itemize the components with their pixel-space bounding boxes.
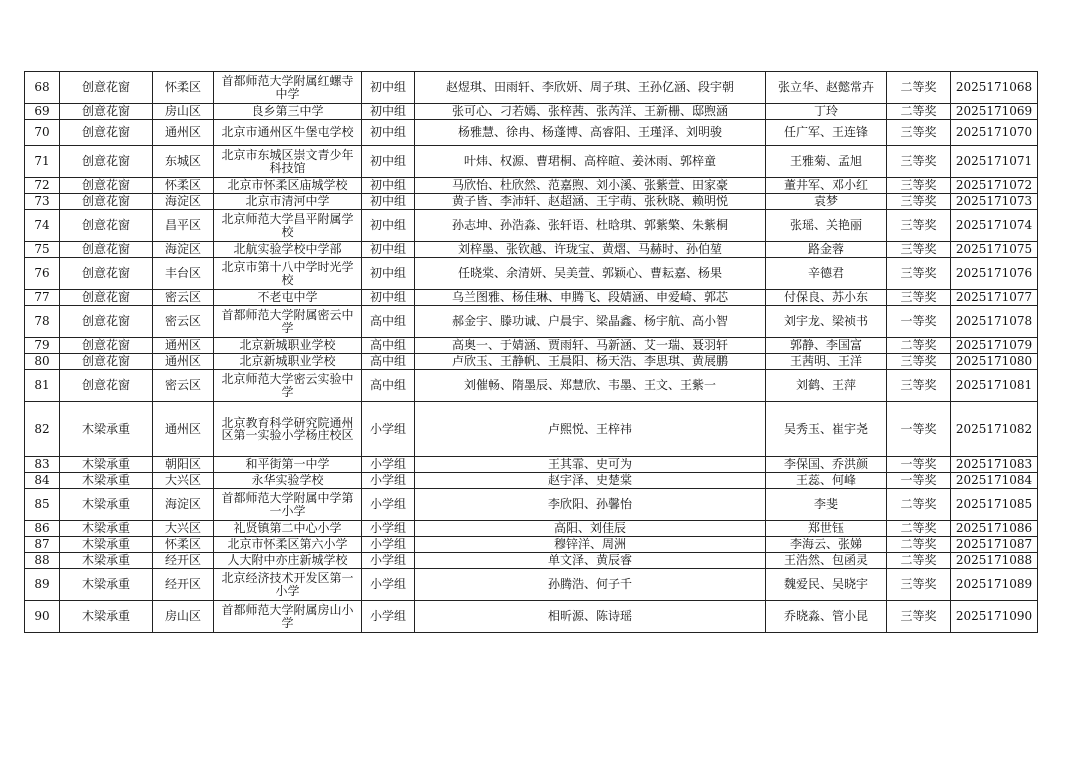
project-cell: 创意花窗 [60,242,153,258]
teachers-cell: 袁梦 [766,194,887,210]
table-row [25,210,1038,242]
table-row [25,178,1038,194]
project-cell: 创意花窗 [60,146,153,178]
project-cell: 创意花窗 [60,258,153,290]
students-cell: 张可心、刁若嫣、张梓茜、张芮洋、王新栅、邸煦涵 [415,104,766,120]
project-cell: 创意花窗 [60,120,153,146]
group-cell: 初中组 [362,146,415,178]
school-cell: 北京市第十八中学时光学校 [214,258,362,290]
students-cell: 刘梓墨、张钦越、许珑宝、黄熠、马赫时、孙伯堃 [415,242,766,258]
teachers-cell: 王茜明、王洋 [766,354,887,370]
project-cell: 创意花窗 [60,210,153,242]
district-cell: 怀柔区 [153,178,214,194]
award-cell: 三等奖 [887,354,951,370]
district-cell: 通州区 [153,120,214,146]
group-cell: 高中组 [362,306,415,338]
school-cell: 永华实验学校 [214,473,362,489]
school-cell: 北京经济技术开发区第一小学 [214,569,362,601]
district-cell: 房山区 [153,104,214,120]
project-cell: 木梁承重 [60,489,153,521]
teachers-cell: 丁玲 [766,104,887,120]
row-number: 74 [25,210,60,242]
code-cell: 2025171070 [951,120,1038,146]
students-cell: 赵宇泽、史楚棠 [415,473,766,489]
school-cell: 北京新城职业学校 [214,338,362,354]
table-row [25,338,1038,354]
row-number: 70 [25,120,60,146]
project-cell: 创意花窗 [60,72,153,104]
students-cell: 杨雅慧、徐冉、杨蓬博、高睿阳、王瑾泽、刘明骏 [415,120,766,146]
award-cell: 三等奖 [887,601,951,633]
district-cell: 海淀区 [153,194,214,210]
school-cell: 和平街第一中学 [214,457,362,473]
teachers-cell: 魏爱民、吴晓宇 [766,569,887,601]
district-cell: 大兴区 [153,521,214,537]
table-row [25,370,1038,402]
code-cell: 2025171077 [951,290,1038,306]
students-cell: 任晓棠、余清妍、吴美萱、郭颖心、曹耘嘉、杨果 [415,258,766,290]
code-cell: 2025171068 [951,72,1038,104]
school-cell: 首都师范大学附属红螺寺中学 [214,72,362,104]
school-cell: 北京市清河中学 [214,194,362,210]
teachers-cell: 任广军、王连锋 [766,120,887,146]
row-number: 71 [25,146,60,178]
group-cell: 初中组 [362,210,415,242]
group-cell: 高中组 [362,338,415,354]
district-cell: 密云区 [153,306,214,338]
school-cell: 良乡第三中学 [214,104,362,120]
students-cell: 黄子皆、李沛轩、赵超涵、王宇萌、张秋晓、赖明悦 [415,194,766,210]
code-cell: 2025171086 [951,521,1038,537]
row-number: 73 [25,194,60,210]
award-cell: 二等奖 [887,489,951,521]
project-cell: 木梁承重 [60,601,153,633]
project-cell: 创意花窗 [60,178,153,194]
school-cell: 北京市怀柔区庙城学校 [214,178,362,194]
row-number: 87 [25,537,60,553]
code-cell: 2025171075 [951,242,1038,258]
students-cell: 高阳、刘佳辰 [415,521,766,537]
project-cell: 木梁承重 [60,537,153,553]
teachers-cell: 李斐 [766,489,887,521]
school-cell: 北京师范大学昌平附属学校 [214,210,362,242]
school-cell: 北航实验学校中学部 [214,242,362,258]
code-cell: 2025171076 [951,258,1038,290]
award-cell: 三等奖 [887,178,951,194]
district-cell: 昌平区 [153,210,214,242]
row-number: 79 [25,338,60,354]
teachers-cell: 王浩然、包函灵 [766,553,887,569]
project-cell: 木梁承重 [60,569,153,601]
row-number: 77 [25,290,60,306]
group-cell: 初中组 [362,72,415,104]
group-cell: 初中组 [362,194,415,210]
students-cell: 乌兰图雅、杨佳琳、申腾飞、段婧涵、申爱崎、郭芯 [415,290,766,306]
table-row [25,553,1038,569]
district-cell: 通州区 [153,354,214,370]
school-cell: 北京市东城区崇文青少年科技馆 [214,146,362,178]
award-cell: 三等奖 [887,194,951,210]
code-cell: 2025171090 [951,601,1038,633]
students-cell: 相昕源、陈诗瑶 [415,601,766,633]
award-cell: 二等奖 [887,104,951,120]
district-cell: 怀柔区 [153,72,214,104]
row-number: 72 [25,178,60,194]
teachers-cell: 吴秀玉、崔宇尧 [766,402,887,457]
students-cell: 孙腾浩、何子千 [415,569,766,601]
district-cell: 大兴区 [153,473,214,489]
group-cell: 小学组 [362,553,415,569]
table-row [25,72,1038,104]
table-row [25,306,1038,338]
row-number: 78 [25,306,60,338]
table-row [25,457,1038,473]
code-cell: 2025171069 [951,104,1038,120]
students-cell: 马欣怡、杜欣然、范嘉煦、刘小溪、张紫萱、田家豪 [415,178,766,194]
group-cell: 小学组 [362,569,415,601]
row-number: 82 [25,402,60,457]
school-cell: 北京市通州区牛堡屯学校 [214,120,362,146]
code-cell: 2025171081 [951,370,1038,402]
teachers-cell: 付保良、苏小东 [766,290,887,306]
teachers-cell: 李海云、张娣 [766,537,887,553]
row-number: 68 [25,72,60,104]
teachers-cell: 王蕊、何峰 [766,473,887,489]
teachers-cell: 路金蓉 [766,242,887,258]
table-row [25,473,1038,489]
teachers-cell: 刘宇龙、梁祯书 [766,306,887,338]
students-cell: 卢熙悦、王梓祎 [415,402,766,457]
project-cell: 创意花窗 [60,354,153,370]
code-cell: 2025171080 [951,354,1038,370]
project-cell: 木梁承重 [60,457,153,473]
award-cell: 二等奖 [887,537,951,553]
students-cell: 赵煜琪、田雨轩、李欣妍、周子琪、王孙亿涵、段宇朝 [415,72,766,104]
teachers-cell: 郭静、李国富 [766,338,887,354]
students-cell: 单文泽、黄辰睿 [415,553,766,569]
table-row [25,120,1038,146]
row-number: 84 [25,473,60,489]
project-cell: 创意花窗 [60,306,153,338]
code-cell: 2025171078 [951,306,1038,338]
row-number: 81 [25,370,60,402]
award-cell: 三等奖 [887,210,951,242]
code-cell: 2025171085 [951,489,1038,521]
teachers-cell: 乔晓淼、管小昆 [766,601,887,633]
code-cell: 2025171083 [951,457,1038,473]
row-number: 89 [25,569,60,601]
code-cell: 2025171071 [951,146,1038,178]
award-cell: 一等奖 [887,457,951,473]
code-cell: 2025171082 [951,402,1038,457]
teachers-cell: 郑世钰 [766,521,887,537]
project-cell: 创意花窗 [60,338,153,354]
school-cell: 北京市怀柔区第六小学 [214,537,362,553]
row-number: 69 [25,104,60,120]
row-number: 80 [25,354,60,370]
project-cell: 木梁承重 [60,473,153,489]
award-cell: 三等奖 [887,569,951,601]
table-row [25,489,1038,521]
students-cell: 王其霏、史可为 [415,457,766,473]
project-cell: 木梁承重 [60,402,153,457]
row-number: 83 [25,457,60,473]
group-cell: 小学组 [362,402,415,457]
school-cell: 礼贤镇第二中心小学 [214,521,362,537]
code-cell: 2025171087 [951,537,1038,553]
school-cell: 不老屯中学 [214,290,362,306]
students-cell: 叶炜、权源、曹珺桐、高梓暄、姜沐雨、郭梓童 [415,146,766,178]
school-cell: 人大附中亦庄新城学校 [214,553,362,569]
award-cell: 二等奖 [887,72,951,104]
group-cell: 初中组 [362,242,415,258]
students-cell: 郝金宇、滕功诚、户晨宇、梁晶鑫、杨宇航、高小智 [415,306,766,338]
table-row [25,104,1038,120]
teachers-cell: 董井军、邓小红 [766,178,887,194]
teachers-cell: 张立华、赵懿常卉 [766,72,887,104]
group-cell: 小学组 [362,601,415,633]
project-cell: 创意花窗 [60,194,153,210]
award-cell: 一等奖 [887,473,951,489]
project-cell: 创意花窗 [60,104,153,120]
award-cell: 三等奖 [887,290,951,306]
project-cell: 木梁承重 [60,553,153,569]
award-cell: 二等奖 [887,338,951,354]
school-cell: 首都师范大学附属房山小学 [214,601,362,633]
teachers-cell: 辛德君 [766,258,887,290]
district-cell: 怀柔区 [153,537,214,553]
students-cell: 刘催畅、隋墨辰、郑慧欣、韦墨、王文、王紫一 [415,370,766,402]
district-cell: 海淀区 [153,242,214,258]
district-cell: 东城区 [153,146,214,178]
district-cell: 密云区 [153,290,214,306]
district-cell: 经开区 [153,553,214,569]
row-number: 88 [25,553,60,569]
group-cell: 高中组 [362,354,415,370]
group-cell: 小学组 [362,489,415,521]
group-cell: 初中组 [362,178,415,194]
row-number: 85 [25,489,60,521]
district-cell: 房山区 [153,601,214,633]
school-cell: 北京新城职业学校 [214,354,362,370]
award-cell: 一等奖 [887,402,951,457]
district-cell: 海淀区 [153,489,214,521]
school-cell: 北京师范大学密云实验中学 [214,370,362,402]
table-row [25,601,1038,633]
district-cell: 丰台区 [153,258,214,290]
table-row [25,290,1038,306]
students-cell: 孙志坤、孙浩淼、张轩语、杜晗琪、郭紫檠、朱紫桐 [415,210,766,242]
code-cell: 2025171073 [951,194,1038,210]
students-cell: 高奥一、于婧涵、贾雨轩、马新涵、艾一瑞、聂羽轩 [415,338,766,354]
award-cell: 一等奖 [887,306,951,338]
school-cell: 北京教育科学研究院通州区第一实验小学杨庄校区 [214,402,362,457]
table-row [25,521,1038,537]
district-cell: 通州区 [153,402,214,457]
group-cell: 小学组 [362,457,415,473]
code-cell: 2025171079 [951,338,1038,354]
award-cell: 二等奖 [887,553,951,569]
table-row [25,402,1038,457]
school-cell: 首都师范大学附属密云中学 [214,306,362,338]
students-cell: 李欣阳、孙馨怡 [415,489,766,521]
group-cell: 小学组 [362,537,415,553]
district-cell: 朝阳区 [153,457,214,473]
district-cell: 通州区 [153,338,214,354]
code-cell: 2025171072 [951,178,1038,194]
award-cell: 三等奖 [887,242,951,258]
award-cell: 三等奖 [887,146,951,178]
row-number: 76 [25,258,60,290]
group-cell: 高中组 [362,370,415,402]
table-row [25,569,1038,601]
group-cell: 小学组 [362,521,415,537]
code-cell: 2025171084 [951,473,1038,489]
group-cell: 初中组 [362,120,415,146]
code-cell: 2025171089 [951,569,1038,601]
row-number: 90 [25,601,60,633]
project-cell: 创意花窗 [60,290,153,306]
school-cell: 首都师范大学附属中学第一小学 [214,489,362,521]
table-row [25,537,1038,553]
award-results-table [24,71,1038,633]
students-cell: 穆锌洋、周洲 [415,537,766,553]
row-number: 86 [25,521,60,537]
award-cell: 三等奖 [887,120,951,146]
teachers-cell: 李保国、乔洪颜 [766,457,887,473]
table-row [25,354,1038,370]
project-cell: 创意花窗 [60,370,153,402]
teachers-cell: 张瑶、关艳丽 [766,210,887,242]
code-cell: 2025171074 [951,210,1038,242]
students-cell: 卢欣玉、王静帆、王晨阳、杨天浩、李思琪、黄展鹏 [415,354,766,370]
group-cell: 初中组 [362,258,415,290]
table-row [25,146,1038,178]
award-cell: 三等奖 [887,370,951,402]
table-row [25,258,1038,290]
award-cell: 三等奖 [887,258,951,290]
group-cell: 初中组 [362,104,415,120]
code-cell: 2025171088 [951,553,1038,569]
teachers-cell: 王雅菊、孟旭 [766,146,887,178]
group-cell: 初中组 [362,290,415,306]
table-row [25,194,1038,210]
teachers-cell: 刘鹤、王萍 [766,370,887,402]
table-row [25,242,1038,258]
project-cell: 木梁承重 [60,521,153,537]
district-cell: 密云区 [153,370,214,402]
row-number: 75 [25,242,60,258]
group-cell: 小学组 [362,473,415,489]
district-cell: 经开区 [153,569,214,601]
award-cell: 二等奖 [887,521,951,537]
